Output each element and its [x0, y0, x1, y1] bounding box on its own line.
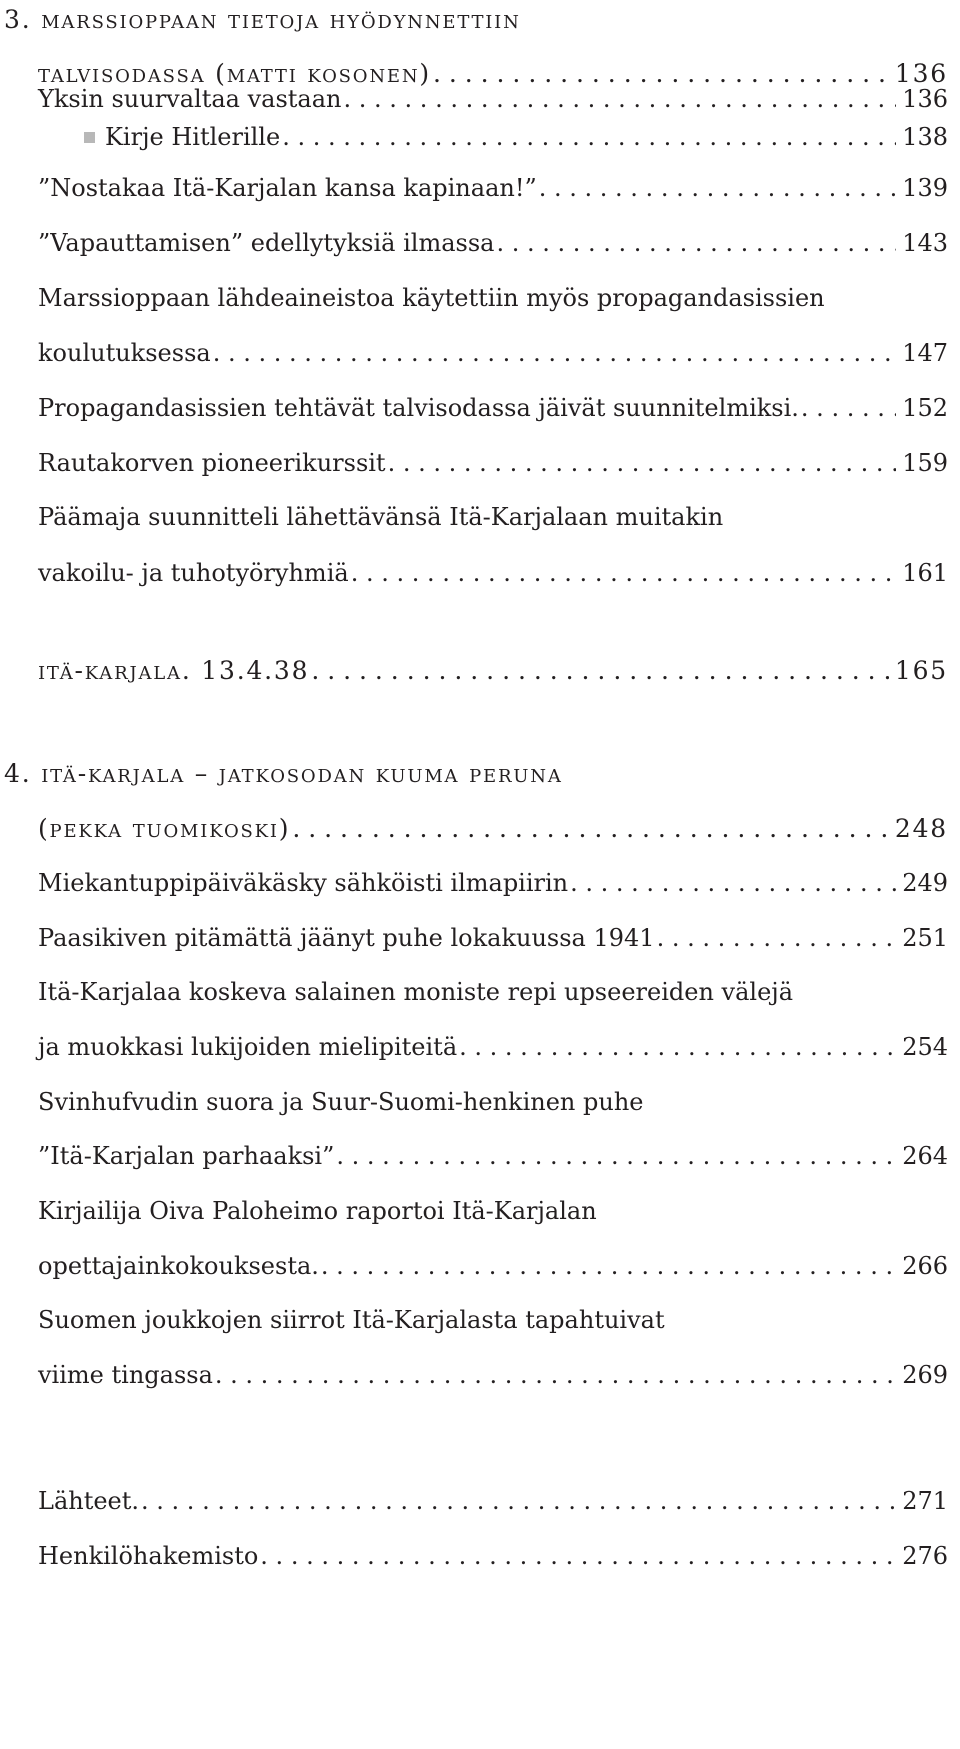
page-number: 276	[902, 1542, 948, 1570]
page-number: 159	[902, 449, 948, 477]
chapter-4-title-line-2[interactable]: (pekka tuomikoski) . . . 248	[38, 809, 948, 849]
toc-entry[interactable]: ”Nostakaa Itä-Karjalan kansa kapinaan!” . . . 139	[38, 168, 948, 208]
page-number: 136	[902, 85, 948, 113]
page-number: 165	[894, 656, 948, 685]
toc-subentry[interactable]: Kirje Hitlerille . . . 138	[84, 117, 948, 157]
dot-leader	[570, 863, 896, 903]
page-number: 138	[902, 123, 948, 151]
toc-entry[interactable]: Rautakorven pioneerikurssit . . . 159	[38, 443, 948, 483]
toc-entry[interactable]: Yksin suurvaltaa vastaan . . . 136	[38, 79, 948, 119]
dot-leader	[801, 388, 896, 428]
toc-entry-line-2[interactable]: vakoilu- ja tuhotyöryhmiä . . . 161	[38, 553, 948, 593]
dot-leader	[344, 79, 897, 119]
page-number: 249	[902, 869, 948, 897]
toc-entry[interactable]: Paasikiven pitämättä jäänyt puhe lokakuussa 1941 . . . 251	[38, 918, 948, 958]
page-number: 254	[902, 1033, 948, 1061]
toc-entry[interactable]: Miekantuppipäiväkäsky sähköisti ilmapiirin . . . 249	[38, 863, 948, 903]
chapter-4-title-line-1: 4. itä-karjala – jatkosodan kuuma peruna	[4, 759, 563, 788]
dot-leader	[292, 809, 889, 849]
toc-entry-line-2[interactable]: viime tingassa . . . 269	[38, 1355, 948, 1395]
toc-entry-line-1[interactable]: Svinhufvudin suora ja Suur-Suomi-henkinen puhe	[38, 1088, 644, 1116]
dot-leader	[539, 168, 896, 208]
toc-entry-line-2[interactable]: opettajainkokouksesta. . . . 266	[38, 1246, 948, 1286]
dot-leader	[260, 1536, 896, 1576]
toc-entry-line-1[interactable]: Marssioppaan lähdeaineistoa käytettiin myös propagandasissien	[38, 284, 825, 312]
page-number: 139	[902, 174, 948, 202]
toc-entry[interactable]: Propagandasissien tehtävät talvisodassa jäivät suunnitelmiksi. . . . 152	[38, 388, 948, 428]
page-number: 136	[894, 59, 948, 88]
toc-entry-line-2[interactable]: ”Itä-Karjalan parhaaksi” . . . 264	[38, 1136, 948, 1176]
dot-leader	[141, 1481, 896, 1521]
toc-entry-line-2[interactable]: koulutuksessa . . . 147	[38, 333, 948, 373]
dot-leader	[496, 223, 896, 263]
dot-leader	[388, 443, 897, 483]
page-number: 271	[902, 1487, 948, 1515]
toc-entry-line-1[interactable]: Päämaja suunnitteli lähettävänsä Itä-Karjalaan muitakin	[38, 503, 724, 531]
chapter-3-title-line-2[interactable]: talvisodassa (matti kosonen) . . . 136	[38, 54, 948, 94]
page-number: 251	[902, 924, 948, 952]
page-number: 248	[894, 814, 948, 843]
toc-entry-line-2[interactable]: ja muokkasi lukijoiden mielipiteitä . . . 254	[38, 1027, 948, 1067]
toc-entry-line-1[interactable]: Itä-Karjalaa koskeva salainen moniste repi upseereiden välejä	[38, 978, 794, 1006]
page-number: 152	[902, 394, 948, 422]
square-bullet-icon	[84, 132, 95, 143]
page-number: 264	[902, 1142, 948, 1170]
page-number: 269	[902, 1361, 948, 1389]
toc-entry-line-1[interactable]: Kirjailija Oiva Paloheimo raportoi Itä-Karjalan	[38, 1197, 597, 1225]
dot-leader	[336, 1136, 896, 1176]
dot-leader	[213, 333, 897, 373]
page-number: 147	[902, 339, 948, 367]
toc-entry[interactable]: ”Vapauttamisen” edellytyksiä ilmassa . . . 143	[38, 223, 948, 263]
page-number: 266	[902, 1252, 948, 1280]
page-number: 161	[902, 559, 948, 587]
dot-leader	[282, 117, 896, 157]
toc-entry-name-index[interactable]: Henkilöhakemisto . . . 276	[38, 1536, 948, 1576]
toc-entry-line-1[interactable]: Suomen joukkojen siirrot Itä-Karjalasta tapahtuivat	[38, 1306, 665, 1334]
dot-leader	[321, 1246, 896, 1286]
dot-leader	[351, 553, 897, 593]
dot-leader	[657, 918, 897, 958]
page-number: 143	[902, 229, 948, 257]
section-heading[interactable]: itä-karjala. 13.4.38 . . . 165	[38, 651, 948, 691]
dot-leader	[215, 1355, 896, 1395]
chapter-3-title-line-1: 3. marssioppaan tietoja hyödynnettiin	[4, 5, 521, 34]
dot-leader	[459, 1027, 896, 1067]
dot-leader	[311, 651, 889, 691]
toc-entry-sources[interactable]: Lähteet. . . . 271	[38, 1481, 948, 1521]
